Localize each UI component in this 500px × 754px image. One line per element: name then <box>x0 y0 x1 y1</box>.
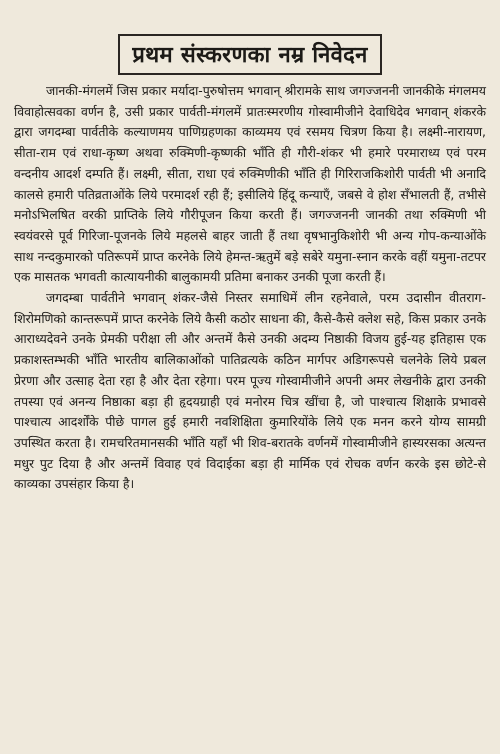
document-body <box>14 81 486 495</box>
page-title: प्रथम संस्करणका नम्र निवेदन <box>118 34 381 75</box>
paragraph-2: जगदम्बा पार्वतीने भगवान् शंकर-जैसे निस्तर समाधिमें लीन रहनेवाले, परम उदासीन वीतराग-शिरोमणिको कान्तरूपमें प्राप्त करनेके लिये कैसी कठोर साधना की, कैसे-कैसे क्लेश सहे, किस प्रकार उनके आराध्यदेवने उनके प्रेमकी परीक्षा ली और अन्तमें कैसे उनकी अदम्य निष्ठाकी विजय हुई-यह इतिहास एक प्रकाशस्तम्भकी भाँति भारतीय बालिकाओंको पातिव्रत्यके कठिन मार्गपर अडिगरूपसे चलनेके लिये प्रबल प्रेरणा और उत्साह देता रहा है और देता रहेगा। परम पूज्य गोस्वामीजीने अपनी अमर लेखनीके द्वारा उनकी तपस्या एवं अनन्य निष्ठाका बड़ा ही हृदयग्राही एवं मनोरम चित्र खींचा है, जो पाश्चात्य शिक्षाके प्रभावसे पाश्चात्य आदर्शोंके पीछे पागल हुई हमारी नवशिक्षिता कुमारियोंके लिये एक मनन करने योग्य सामग्री उपस्थित करता है। रामचरितमानसकी भाँति यहाँ भी शिव-बरातके वर्णनमें गोस्वामीजीने हास्यरसका अत्यन्त मधुर पुट दिया है और अन्तमें विवाह एवं विदाईका बड़ा ही मार्मिक एवं रोचक वर्णन करके इस छोटे-से काव्यका उपसंहार किया है। <box>14 290 486 492</box>
paragraph-1: जानकी-मंगलमें जिस प्रकार मर्यादा-पुरुषोत्तम भगवान् श्रीरामके साथ जगज्जननी जानकीके मंगलमय विवाहोत्सवका वर्णन है, उसी प्रकार पार्वती-मंगलमें प्रातःस्मरणीय गोस्वामीजीने देवाधिदेव भगवान् शंकरके द्वारा जगदम्बा पार्वतीके कल्याणमय पाणिग्रहणका काव्यमय एवं रसमय चित्रण किया है। लक्ष्मी-नारायण, सीता-राम एवं राधा-कृष्ण अथवा रुक्मिणी-कृष्णकी भाँति ही गौरी-शंकर भी हमारे परमाराध्य एवं परम वन्दनीय आदर्श दम्पति हैं। लक्ष्मी, सीता, राधा एवं रुक्मिणीकी भाँति ही गिरिराजकिशोरी पार्वती भी अनादि कालसे हमारी पतिव्रताओंके लिये परमादर्श रही हैं; इसीलिये हिंदू कन्याएँ, जबसे वे होश सँभालती हैं, तभीसे मनोऽभिलषित वरकी प्राप्तिके लिये गौरीपूजन किया करती हैं। जगज्जननी जानकी तथा रुक्मिणी भी स्वयंवरसे पूर्व गिरिजा-पूजनके लिये महलसे बाहर जाती हैं तथा वृषभानुकिशोरी भी अन्य गोप-कन्याओंके साथ नन्दकुमारको पतिरूपमें प्राप्त करनेके लिये हेमन्त-ऋतुमें बड़े सबेरे यमुना-स्नान करके वहीं यमुना-तटपर एक मासतक भगवती कात्यायनीकी बालुकामयी प्रतिमा बनाकर उनकी पूजा करती हैं। <box>14 83 486 285</box>
title-area <box>14 34 486 75</box>
